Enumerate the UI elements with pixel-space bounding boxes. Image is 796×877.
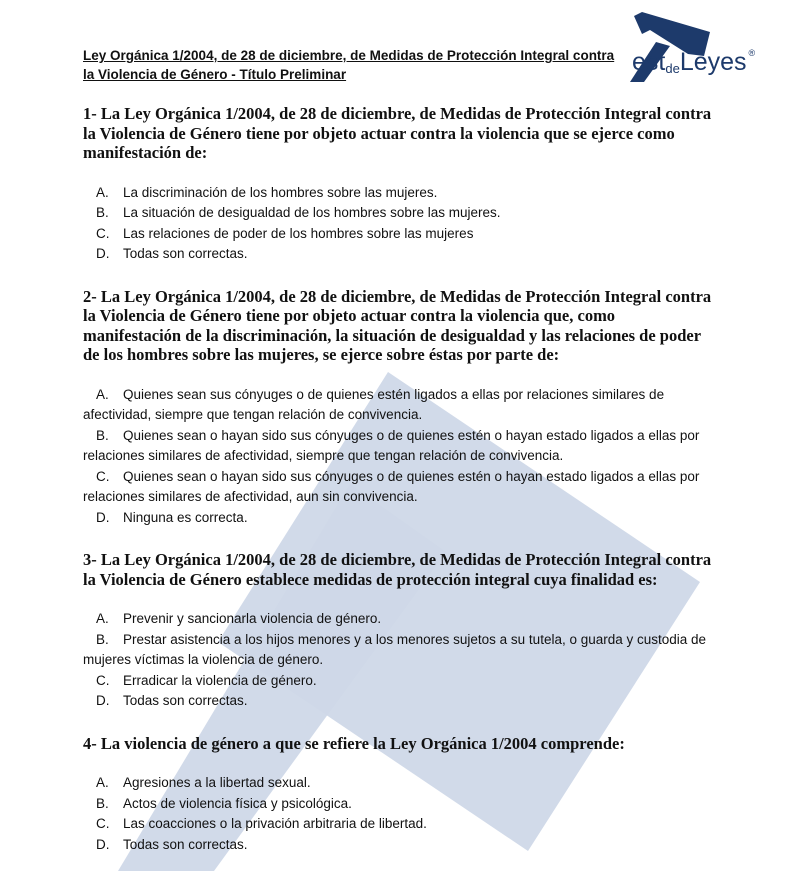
option-text: Prestar asistencia a los hijos menores y a los menores sujetos a su tutela, o guarda y custodia de mujeres víctimas la violencia de género. [83, 631, 707, 667]
questions-list [83, 104, 713, 877]
logo-text-est: est [632, 48, 666, 76]
option-a [83, 183, 713, 204]
option-text: Las relaciones de poder de los hombres sobre las mujeres [123, 225, 474, 241]
option-text: La discriminación de los hombres sobre las mujeres. [123, 184, 438, 200]
option-letter: B. [96, 631, 109, 647]
option-b [83, 426, 713, 467]
option-letter: A. [96, 611, 109, 626]
option-letter: B. [96, 427, 109, 443]
option-c [83, 224, 713, 245]
question-4 [83, 734, 713, 856]
question-title: 2- La Ley Orgánica 1/2004, de 28 de diciembre, de Medidas de Protección Integral contra la Violencia de Género tiene por objeto actuar contra la violencia que, como manifestación de la discriminación, la situación de desigualdad y las relaciones de poder de los hombres sobre las mujeres, se ejerce sobre éstas por parte de: [83, 286, 712, 364]
question-title: 4- La violencia de género a que se refiere la Ley Orgánica 1/2004 comprende: [83, 733, 625, 753]
option-letter: D. [96, 693, 110, 708]
question-title: 3- La Ley Orgánica 1/2004, de 28 de diciembre, de Medidas de Protección Integral contra la Violencia de Género establece medidas de protección integral cuya finalidad es: [83, 550, 712, 589]
option-text: Actos de violencia física y psicológica. [123, 795, 352, 811]
header-line-2: la Violencia de Género - Título Preliminar [83, 67, 347, 82]
option-text: Las coacciones o la privación arbitraria de libertad. [123, 816, 427, 831]
option-letter: A. [96, 184, 109, 200]
logo-text-de: de [665, 61, 680, 76]
option-text: Quienes sean sus cónyuges o de quienes estén ligados a ellas por relaciones similares de afectividad, siempre que tengan relación de convivencia. [83, 386, 665, 422]
option-text: Agresiones a la libertad sexual. [123, 775, 311, 790]
option-letter: D. [96, 509, 110, 525]
option-text: La situación de desigualdad de los hombres sobre las mujeres. [123, 205, 501, 220]
option-b [83, 630, 713, 671]
question-1 [83, 104, 713, 265]
question-title: 1- La Ley Orgánica 1/2004, de 28 de diciembre, de Medidas de Protección Integral contra la Violencia de Género tiene por objeto actuar contra la violencia que se ejerce como manifestación de: [83, 104, 712, 162]
option-text: Prevenir y sancionarla violencia de género. [123, 611, 382, 626]
option-letter: A. [96, 386, 109, 402]
option-letter: C. [96, 672, 110, 688]
option-c [83, 671, 713, 692]
option-text: Quienes sean o hayan sido sus cónyuges o de quienes estén o hayan estado ligados a ellas por relaciones similares de afectividad, siempre que tengan relación de convivencia. [83, 427, 700, 463]
options-list [83, 609, 713, 712]
option-c [83, 814, 713, 835]
option-letter: B. [96, 205, 109, 220]
option-d [83, 508, 713, 529]
option-letter: C. [96, 468, 110, 484]
option-letter: B. [96, 795, 109, 811]
option-a [83, 385, 713, 426]
header-line-1: Ley Orgánica 1/2004, de 28 de diciembre, de Medidas de Protección Integral contra [83, 48, 615, 63]
logo-text [632, 48, 755, 77]
options-list [83, 773, 713, 855]
logo [612, 10, 796, 88]
option-b [83, 794, 713, 815]
option-letter: C. [96, 225, 110, 241]
question-3 [83, 550, 713, 712]
option-text: Erradicar la violencia de género. [123, 672, 317, 688]
option-letter: A. [96, 775, 109, 790]
option-a [83, 609, 713, 630]
options-list [83, 385, 713, 529]
logo-text-leyes: Leyes [679, 48, 747, 76]
option-text: Ninguna es correcta. [123, 509, 248, 525]
option-text: Quienes sean o hayan sido sus cónyuges o de quienes estén o hayan estado ligados a ellas por relaciones similares de afectividad, aun sin convivencia. [83, 468, 700, 504]
question-2 [83, 287, 713, 529]
document-header [83, 46, 614, 84]
option-text: Todas son correctas. [123, 246, 248, 261]
option-b [83, 203, 713, 224]
option-letter: D. [96, 836, 110, 852]
option-text: Todas son correctas. [123, 836, 248, 852]
options-list [83, 183, 713, 265]
option-d [83, 244, 713, 265]
option-d [83, 691, 713, 712]
registered-mark: ® [748, 48, 756, 58]
option-text: Todas son correctas. [123, 693, 248, 708]
option-c [83, 467, 713, 508]
option-letter: C. [96, 816, 110, 831]
option-a [83, 773, 713, 794]
option-d [83, 835, 713, 856]
option-letter: D. [96, 246, 110, 261]
